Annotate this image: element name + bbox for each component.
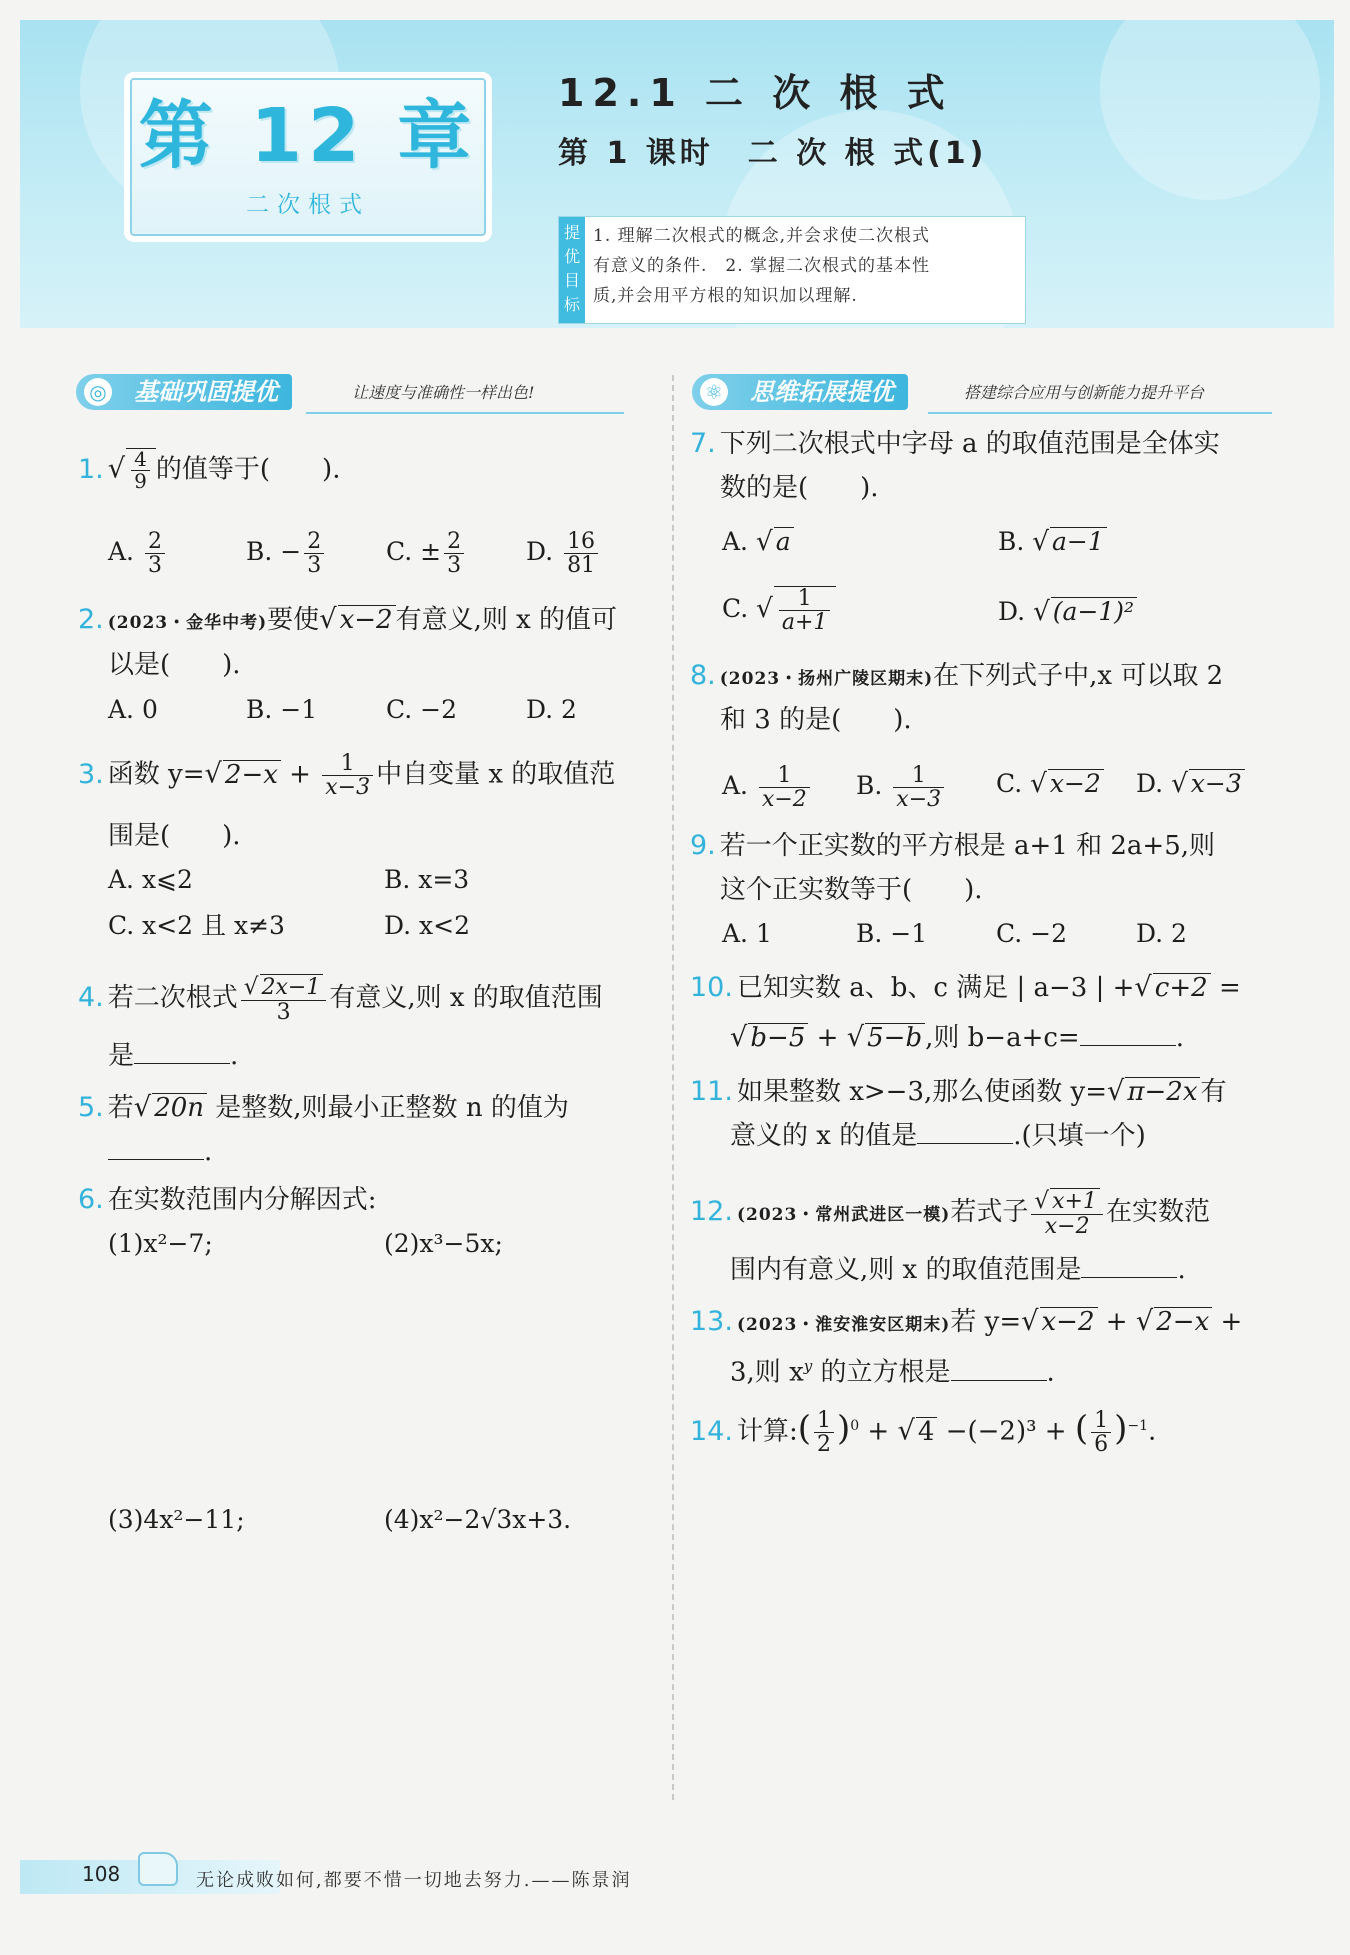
question-1: 1. √ $\frac{4}{9}$ 的值等于( ). bbox=[78, 447, 341, 493]
option-c: C. √ $\frac{1}{a+1}$ bbox=[722, 586, 836, 634]
divider-line bbox=[306, 412, 624, 414]
goal-line: 质,并会用平方根的知识加以理解. bbox=[593, 286, 858, 306]
option-b: B. √ a−1 bbox=[998, 522, 1107, 562]
question-6-part-3: (3)4x²−11; bbox=[108, 1505, 245, 1534]
question-text: 若式子 bbox=[950, 1197, 1029, 1228]
question-11-line2 bbox=[730, 1116, 1146, 1156]
question-number: 12. bbox=[690, 1196, 733, 1228]
question-text: 在实数范围内分解因式: bbox=[107, 1185, 377, 1215]
column-divider bbox=[672, 375, 674, 1800]
question-text: 的值等于( ). bbox=[155, 454, 341, 485]
option-b: B. −1 bbox=[856, 919, 928, 948]
option-label: B. − bbox=[246, 537, 302, 567]
question-7 bbox=[690, 424, 1220, 464]
question-text: 有意义,则 x 的取值范围 bbox=[329, 983, 603, 1014]
option-label: C. bbox=[996, 769, 1023, 798]
goal-tag: 提优目标 bbox=[559, 217, 585, 323]
option-d: D. √ x−3 bbox=[1136, 764, 1245, 804]
option-label: A. bbox=[722, 771, 749, 801]
question-text: 已知实数 a、b、c 满足 | a−3 | + bbox=[736, 973, 1135, 1003]
option-c: C. √ x−2 bbox=[996, 764, 1104, 804]
decor-bubble bbox=[1100, 20, 1320, 200]
question-9-line2: 这个正实数等于( ). bbox=[720, 875, 983, 905]
question-text: 若一个正实数的平方根是 a+1 和 2a+5,则 bbox=[719, 831, 1216, 861]
question-13: 13. (2023・淮安淮安区期末)若 y=√ x−2 + √ 2−x + bbox=[690, 1306, 1243, 1337]
option-c: C. x<2 且 x≠3 bbox=[108, 911, 285, 940]
question-7-line2: 数的是( ). bbox=[720, 473, 879, 503]
radicand: π−2x bbox=[1125, 1077, 1200, 1108]
question-2: 2. (2023・金华中考)要使√ x−2 有意义,则 x 的值可 bbox=[78, 604, 618, 635]
option-label: D. bbox=[526, 537, 554, 567]
page-number: 108 bbox=[82, 1862, 121, 1886]
learning-goals bbox=[558, 216, 1026, 324]
question-text: ,则 b−a+c= bbox=[925, 1023, 1080, 1053]
right-section-slogan: 搭建综合应用与创新能力提升平台 bbox=[964, 383, 1205, 402]
option-b: B. −1 bbox=[246, 695, 318, 724]
question-number: 13. bbox=[690, 1306, 733, 1337]
question-text: 是 bbox=[108, 1041, 135, 1071]
question-text: = bbox=[1218, 973, 1241, 1003]
answer-blank[interactable] bbox=[917, 1117, 1013, 1144]
option-b: B. $\frac{1}{x-3}$ bbox=[856, 764, 947, 811]
option-c: C. ± $\frac{2}{3}$ bbox=[386, 530, 467, 577]
question-text: 的立方根是 bbox=[820, 1357, 951, 1388]
option-label: C. ± bbox=[386, 537, 442, 567]
question-text: 下列二次根式中字母 a 的取值范围是全体实 bbox=[719, 429, 1220, 459]
question-text: 计算: bbox=[736, 1416, 798, 1447]
question-number: 7. bbox=[690, 428, 716, 459]
option-label: D. bbox=[1136, 769, 1164, 798]
question-5-line2: . bbox=[108, 1132, 212, 1172]
question-text: 在实数范 bbox=[1105, 1197, 1210, 1228]
question-source: (2023・淮安淮安区期末) bbox=[736, 1315, 951, 1335]
left-section-label bbox=[76, 374, 292, 410]
chapter-badge bbox=[124, 72, 492, 242]
option-a: A. x⩽2 bbox=[108, 865, 193, 894]
question-source: (2023・金华中考) bbox=[107, 613, 268, 633]
option-c: C. −2 bbox=[386, 695, 457, 724]
radicand: x−2 bbox=[338, 605, 396, 636]
question-2-line2: 以是( ). bbox=[108, 650, 241, 680]
question-text: 有意义,则 x 的值可 bbox=[395, 605, 618, 635]
radicand: c+2 bbox=[1153, 973, 1211, 1004]
pointing-hand-icon bbox=[138, 1852, 178, 1886]
divider-line bbox=[928, 412, 1272, 414]
question-3-line2: 围是( ). bbox=[108, 821, 241, 851]
option-b: B. − $\frac{2}{3}$ bbox=[246, 530, 327, 577]
question-6-part-1: (1)x²−7; bbox=[108, 1229, 213, 1258]
question-text: 若二次根式 bbox=[107, 983, 238, 1014]
option-label: D. bbox=[998, 597, 1026, 626]
atom-icon: ⚛ bbox=[700, 378, 728, 406]
question-text: 有 bbox=[1200, 1077, 1227, 1107]
question-source: (2023・常州武进区一模) bbox=[736, 1205, 951, 1226]
question-number: 8. bbox=[690, 660, 716, 691]
answer-blank[interactable] bbox=[1080, 1019, 1176, 1046]
option-label: A. bbox=[108, 537, 135, 567]
left-section-header bbox=[76, 374, 624, 414]
target-icon: ◎ bbox=[84, 378, 112, 406]
option-d: D. x<2 bbox=[384, 911, 470, 940]
question-text: 是整数,则最小正整数 n 的值为 bbox=[215, 1093, 569, 1123]
answer-blank[interactable] bbox=[951, 1354, 1047, 1381]
question-11: 11. 如果整数 x>−3,那么使函数 y=√ π−2x 有 bbox=[690, 1076, 1227, 1107]
option-b: B. x=3 bbox=[384, 865, 470, 894]
question-9 bbox=[690, 826, 1215, 866]
option-a: A. $\frac{2}{3}$ bbox=[108, 530, 168, 577]
radicand: 2−x bbox=[223, 760, 281, 791]
question-text: 要使 bbox=[267, 605, 320, 635]
question-text: 意义的 x 的值是 bbox=[730, 1121, 918, 1151]
question-number: 14. bbox=[690, 1415, 733, 1447]
question-8 bbox=[690, 656, 1223, 699]
question-5: 5. 若√ 20n 是整数,则最小正整数 n 的值为 bbox=[78, 1092, 569, 1123]
option-d: D. 2 bbox=[526, 695, 577, 724]
question-number: 3. bbox=[78, 758, 104, 790]
question-number: 11. bbox=[690, 1076, 733, 1107]
question-number: 1. bbox=[78, 453, 104, 485]
chapter-subtitle: 二次根式 bbox=[246, 192, 370, 218]
question-text: 函数 y= bbox=[107, 759, 205, 790]
option-label: B. bbox=[998, 527, 1025, 556]
question-text: .(只填一个) bbox=[1013, 1121, 1146, 1151]
question-4: 4. 若二次根式 $\frac{√ 2x-1}{3}$ 有意义,则 x 的取值范围 bbox=[78, 974, 603, 1026]
question-text: 中自变量 x 的取值范 bbox=[376, 759, 616, 790]
question-text: 3,则 x bbox=[730, 1357, 804, 1388]
right-section-header bbox=[692, 374, 1272, 414]
question-12-line2: 围内有意义,则 x 的取值范围是 . bbox=[730, 1250, 1186, 1290]
question-text: 如果整数 x>−3,那么使函数 y= bbox=[736, 1077, 1107, 1107]
answer-blank[interactable] bbox=[108, 1133, 204, 1160]
question-number: 4. bbox=[78, 982, 104, 1014]
goal-line: 有意义的条件. 2. 掌握二次根式的基本性 bbox=[593, 256, 931, 276]
option-d: D. $\frac{16}{81}$ bbox=[526, 530, 601, 577]
right-section-label bbox=[692, 374, 908, 410]
question-8-line2: 和 3 的是( ). bbox=[720, 705, 912, 735]
left-section-label-text: 基础巩固提优 bbox=[134, 378, 278, 406]
question-number: 6. bbox=[78, 1184, 104, 1215]
lesson-title: 第 1 课时 二 次 根 式(1) bbox=[558, 136, 988, 171]
question-text: 若 y= bbox=[950, 1307, 1022, 1337]
option-label: C. bbox=[722, 594, 749, 624]
question-6 bbox=[78, 1180, 377, 1220]
section-title: 12.1 二 次 根 式 bbox=[558, 71, 953, 115]
question-text: 在下列式子中,x 可以取 2 bbox=[933, 661, 1224, 691]
option-label: B. bbox=[856, 771, 883, 801]
question-10: 10. 已知实数 a、b、c 满足 | a−3 | +√ c+2 = bbox=[690, 972, 1241, 1003]
question-number: 9. bbox=[690, 830, 716, 861]
radicand: 20n bbox=[152, 1093, 207, 1124]
question-12: 12. (2023・常州武进区一模)若式子 $\frac{√ x+1}{x-2}$ 在实数范 bbox=[690, 1188, 1210, 1240]
option-c: C. −2 bbox=[996, 919, 1067, 948]
option-d: D. 2 bbox=[1136, 919, 1187, 948]
question-13-line2: 3,则 $x^y$ 的立方根是 . bbox=[730, 1346, 1055, 1393]
left-section-slogan: 让速度与准确性一样出色! bbox=[352, 383, 535, 402]
question-number: 2. bbox=[78, 604, 104, 635]
option-label: A. bbox=[722, 527, 749, 556]
question-10-line2: √ b−5 + √ 5−b ,则 b−a+c= . bbox=[730, 1018, 1184, 1058]
goal-text bbox=[593, 221, 1023, 311]
question-text: 若 bbox=[107, 1093, 134, 1123]
question-6-part-4: (4)x²−2√3x+3. bbox=[384, 1505, 572, 1534]
option-d: D. √ (a−1)² bbox=[998, 592, 1137, 632]
question-14: 14. 计算:( $\frac{1}{2}$ )$^0$ + √ 4 −(−2)³ + ( $\frac{1}{6}$ )$^{-1}$. bbox=[690, 1408, 1157, 1458]
footer-motto: 无论成败如何,都要不惜一切地去努力.——陈景润 bbox=[196, 1870, 632, 1891]
option-a: A. $\frac{1}{x-2}$ bbox=[722, 764, 813, 811]
chapter-title: 第 12 章 bbox=[138, 93, 478, 179]
goal-line: 1. 理解二次根式的概念,并会求使二次根式 bbox=[593, 226, 931, 246]
question-3: 3. 函数 y=√ 2−x + $\frac{1}{x-3}$ 中自变量 x 的取值范 bbox=[78, 751, 616, 801]
answer-blank[interactable] bbox=[1081, 1251, 1177, 1278]
option-a: A. 1 bbox=[722, 919, 772, 948]
question-source: (2023・扬州广陵区期末) bbox=[719, 669, 934, 689]
answer-blank[interactable] bbox=[134, 1037, 230, 1064]
option-a: A. 0 bbox=[108, 695, 158, 724]
question-number: 5. bbox=[78, 1092, 104, 1123]
option-a: A. √ a bbox=[722, 522, 794, 562]
chapter-banner bbox=[20, 20, 1334, 328]
question-6-part-2: (2)x³−5x; bbox=[384, 1229, 503, 1258]
question-text: 围内有意义,则 x 的取值范围是 bbox=[730, 1255, 1082, 1285]
question-number: 10. bbox=[690, 972, 733, 1003]
right-section-label-text: 思维拓展提优 bbox=[750, 378, 894, 406]
question-4-line2: 是 . bbox=[108, 1036, 238, 1076]
